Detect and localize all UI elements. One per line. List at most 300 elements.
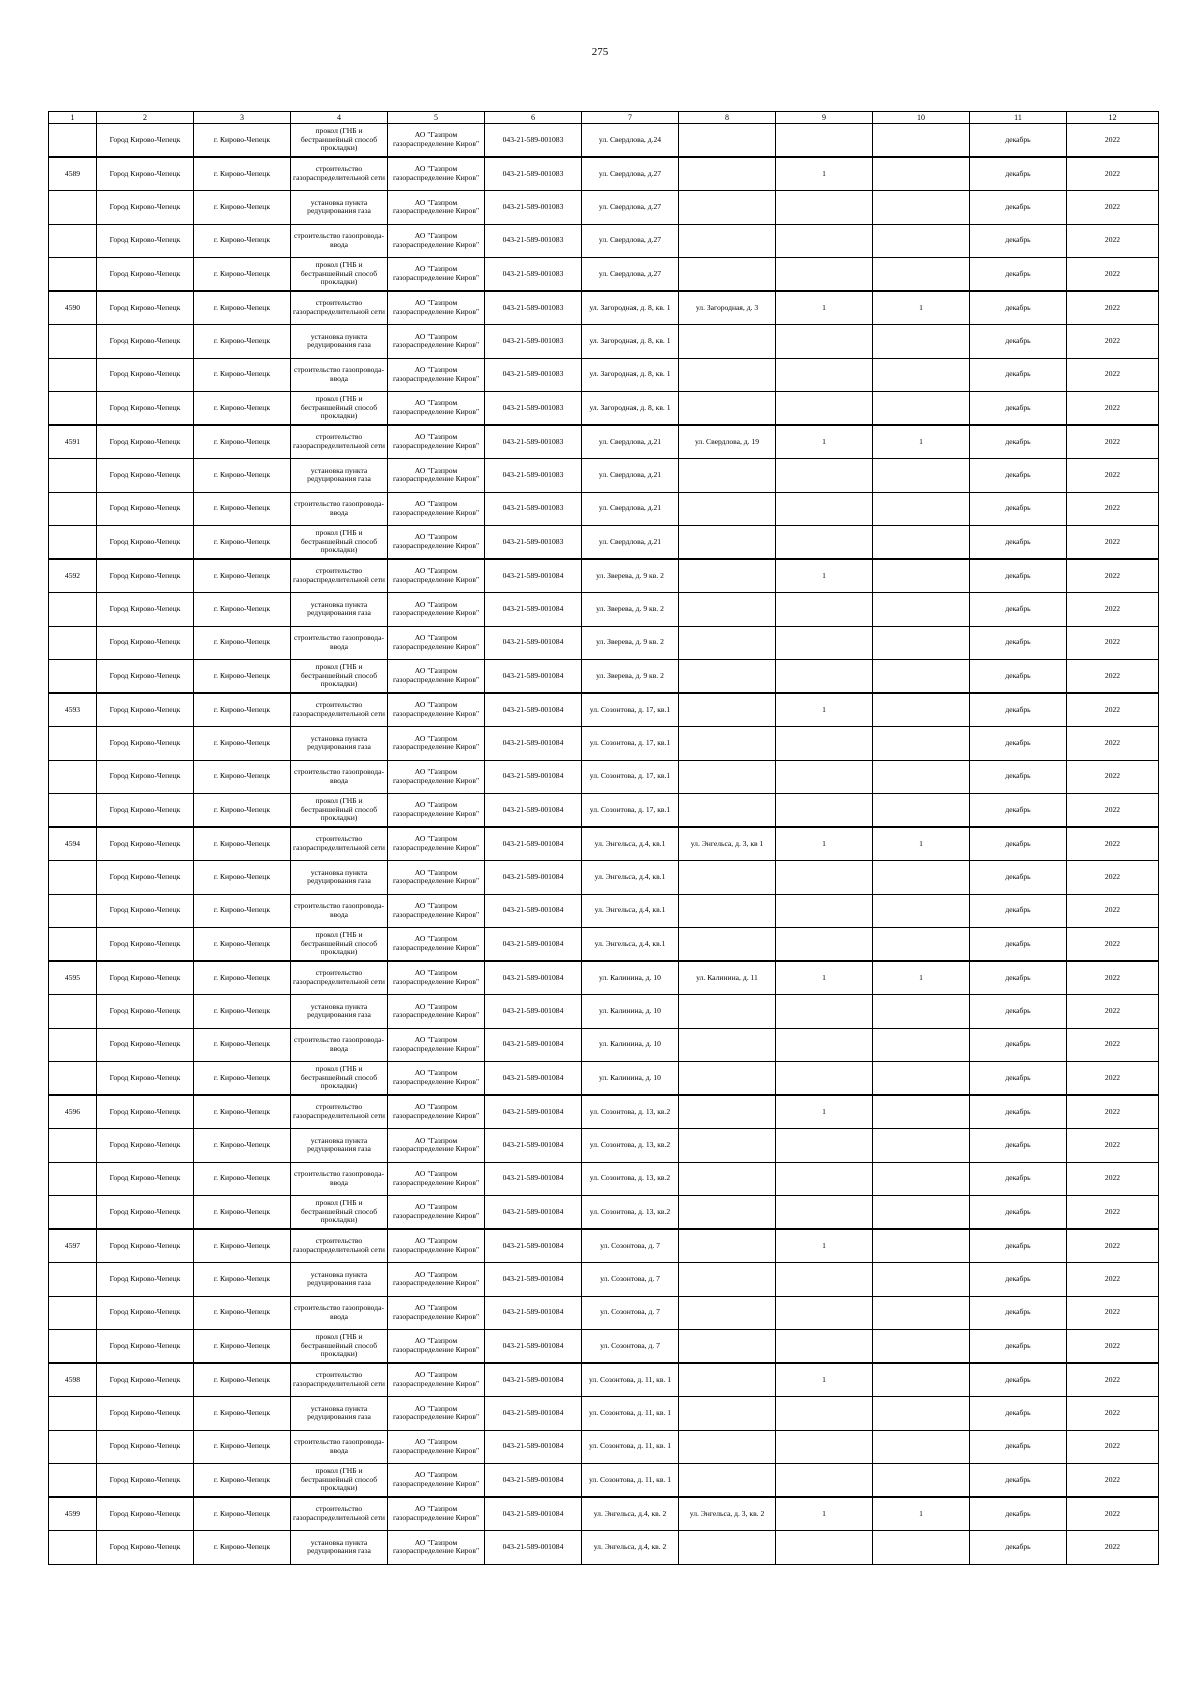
table-cell: 043-21-589-001084 bbox=[485, 1263, 582, 1297]
table-cell: г. Кирово-Чепецк bbox=[194, 626, 291, 660]
table-cell bbox=[49, 1263, 97, 1297]
table-cell: г. Кирово-Чепецк bbox=[194, 961, 291, 995]
table-cell bbox=[873, 626, 970, 660]
table-cell: ул. Созонтова, д. 7 bbox=[582, 1229, 679, 1263]
table-cell bbox=[776, 1263, 873, 1297]
table-cell: установка пункта редуцирования газа bbox=[291, 191, 388, 225]
table-cell: Город Кирово-Чепецк bbox=[97, 760, 194, 794]
table-cell bbox=[873, 1196, 970, 1230]
table-cell bbox=[873, 258, 970, 292]
table-cell bbox=[776, 492, 873, 526]
table-cell: АО "Газпром газораспределение Киров" bbox=[388, 827, 485, 861]
table-row bbox=[49, 727, 1159, 761]
table-cell: Город Кирово-Чепецк bbox=[97, 961, 194, 995]
table-cell: 043-21-589-001084 bbox=[485, 827, 582, 861]
table-cell: 2022 bbox=[1067, 425, 1159, 459]
table-cell: установка пункта редуцирования газа bbox=[291, 1397, 388, 1431]
table-cell bbox=[679, 693, 776, 727]
table-cell: 1 bbox=[873, 425, 970, 459]
table-cell: АО "Газпром газораспределение Киров" bbox=[388, 1196, 485, 1230]
table-row bbox=[49, 794, 1159, 828]
table-cell: АО "Газпром газораспределение Киров" bbox=[388, 660, 485, 694]
table-cell: ул. Свердлова, д.27 bbox=[582, 157, 679, 191]
table-cell: 043-21-589-001083 bbox=[485, 157, 582, 191]
table-cell: установка пункта редуцирования газа bbox=[291, 325, 388, 359]
column-header: 5 bbox=[388, 112, 485, 124]
table-cell: АО "Газпром газораспределение Киров" bbox=[388, 1363, 485, 1397]
table-cell: декабрь bbox=[970, 961, 1067, 995]
table-cell: АО "Газпром газораспределение Киров" bbox=[388, 928, 485, 962]
table-cell: ул. Энгельса, д. 3, кв. 2 bbox=[679, 1497, 776, 1531]
table-cell bbox=[49, 492, 97, 526]
table-cell: декабрь bbox=[970, 928, 1067, 962]
table-cell bbox=[873, 1464, 970, 1498]
table-cell: прокол (ГНБ и бестраншейный способ прокладки) bbox=[291, 258, 388, 292]
table-cell: г. Кирово-Чепецк bbox=[194, 1028, 291, 1062]
table-cell bbox=[873, 325, 970, 359]
table-cell bbox=[49, 1129, 97, 1163]
table-cell: 2022 bbox=[1067, 1196, 1159, 1230]
table-cell: 4595 bbox=[49, 961, 97, 995]
table-cell bbox=[49, 727, 97, 761]
table-cell bbox=[873, 593, 970, 627]
table-cell bbox=[873, 1229, 970, 1263]
table-row bbox=[49, 124, 1159, 158]
table-cell: АО "Газпром газораспределение Киров" bbox=[388, 425, 485, 459]
table-cell bbox=[679, 392, 776, 426]
table-cell: г. Кирово-Чепецк bbox=[194, 191, 291, 225]
table-cell bbox=[49, 894, 97, 928]
table-cell bbox=[49, 1464, 97, 1498]
table-cell: прокол (ГНБ и бестраншейный способ прокладки) bbox=[291, 660, 388, 694]
table-cell bbox=[873, 1028, 970, 1062]
table-cell: АО "Газпром газораспределение Киров" bbox=[388, 995, 485, 1029]
table-cell: 043-21-589-001084 bbox=[485, 1028, 582, 1062]
table-cell bbox=[776, 258, 873, 292]
table-cell: АО "Газпром газораспределение Киров" bbox=[388, 1095, 485, 1129]
column-header: 11 bbox=[970, 112, 1067, 124]
table-cell: АО "Газпром газораспределение Киров" bbox=[388, 693, 485, 727]
table-cell: 1 bbox=[776, 425, 873, 459]
table-cell: Город Кирово-Чепецк bbox=[97, 191, 194, 225]
table-cell: Город Кирово-Чепецк bbox=[97, 1129, 194, 1163]
table-cell: Город Кирово-Чепецк bbox=[97, 157, 194, 191]
table-cell bbox=[873, 760, 970, 794]
table-cell: г. Кирово-Чепецк bbox=[194, 1196, 291, 1230]
table-cell bbox=[776, 124, 873, 158]
table-cell: декабрь bbox=[970, 559, 1067, 593]
table-cell: г. Кирово-Чепецк bbox=[194, 325, 291, 359]
table-cell bbox=[49, 1531, 97, 1565]
table-cell: 4599 bbox=[49, 1497, 97, 1531]
table-cell: 043-21-589-001084 bbox=[485, 626, 582, 660]
table-cell: г. Кирово-Чепецк bbox=[194, 1330, 291, 1364]
table-cell bbox=[679, 258, 776, 292]
table-cell: ул. Энгельса, д.4, кв. 2 bbox=[582, 1531, 679, 1565]
table-cell bbox=[776, 928, 873, 962]
table-cell: 043-21-589-001083 bbox=[485, 325, 582, 359]
table-cell: 2022 bbox=[1067, 1430, 1159, 1464]
table-cell: 2022 bbox=[1067, 1397, 1159, 1431]
table-cell: Город Кирово-Чепецк bbox=[97, 593, 194, 627]
table-cell: Город Кирово-Чепецк bbox=[97, 325, 194, 359]
table-cell: декабрь bbox=[970, 157, 1067, 191]
table-cell: АО "Газпром газораспределение Киров" bbox=[388, 1062, 485, 1096]
table-row bbox=[49, 157, 1159, 191]
table-cell bbox=[679, 1028, 776, 1062]
table-cell: декабрь bbox=[970, 894, 1067, 928]
table-cell: декабрь bbox=[970, 660, 1067, 694]
table-cell: АО "Газпром газораспределение Киров" bbox=[388, 1330, 485, 1364]
table-cell: 2022 bbox=[1067, 358, 1159, 392]
table-cell: 1 bbox=[776, 157, 873, 191]
table-cell: 4589 bbox=[49, 157, 97, 191]
table-cell: 043-21-589-001083 bbox=[485, 124, 582, 158]
table-cell bbox=[776, 1397, 873, 1431]
table-cell: Город Кирово-Чепецк bbox=[97, 727, 194, 761]
table-row bbox=[49, 593, 1159, 627]
table-cell bbox=[776, 1531, 873, 1565]
table-cell: 043-21-589-001084 bbox=[485, 1196, 582, 1230]
column-header: 3 bbox=[194, 112, 291, 124]
table-cell bbox=[679, 1397, 776, 1431]
table-cell bbox=[776, 593, 873, 627]
table-cell: декабрь bbox=[970, 1196, 1067, 1230]
table-cell bbox=[873, 1531, 970, 1565]
table-cell: Город Кирово-Чепецк bbox=[97, 626, 194, 660]
table-cell bbox=[679, 1296, 776, 1330]
data-table bbox=[48, 111, 1159, 1565]
table-cell bbox=[873, 224, 970, 258]
table-cell: 043-21-589-001083 bbox=[485, 459, 582, 493]
table-cell: установка пункта редуцирования газа bbox=[291, 1263, 388, 1297]
table-cell: 2022 bbox=[1067, 995, 1159, 1029]
table-cell bbox=[873, 526, 970, 560]
table-cell bbox=[679, 358, 776, 392]
table-cell: 2022 bbox=[1067, 928, 1159, 962]
table-cell: ул. Созонтова, д. 7 bbox=[582, 1296, 679, 1330]
table-cell: строительство газораспределительной сети bbox=[291, 291, 388, 325]
table-cell bbox=[679, 995, 776, 1029]
table-cell bbox=[49, 1430, 97, 1464]
table-cell: г. Кирово-Чепецк bbox=[194, 693, 291, 727]
table-cell: АО "Газпром газораспределение Киров" bbox=[388, 961, 485, 995]
page-number: 275 bbox=[591, 46, 609, 58]
table-cell: декабрь bbox=[970, 459, 1067, 493]
table-cell: прокол (ГНБ и бестраншейный способ прокладки) bbox=[291, 1196, 388, 1230]
column-header: 2 bbox=[97, 112, 194, 124]
table-cell bbox=[49, 928, 97, 962]
table-cell: 4592 bbox=[49, 559, 97, 593]
table-row bbox=[49, 760, 1159, 794]
table-cell: Город Кирово-Чепецк bbox=[97, 1296, 194, 1330]
table-row bbox=[49, 894, 1159, 928]
table-cell: 043-21-589-001084 bbox=[485, 1464, 582, 1498]
table-cell bbox=[776, 358, 873, 392]
table-cell: г. Кирово-Чепецк bbox=[194, 1397, 291, 1431]
table-cell bbox=[776, 1430, 873, 1464]
column-header: 10 bbox=[873, 112, 970, 124]
table-cell bbox=[873, 995, 970, 1029]
table-row bbox=[49, 1296, 1159, 1330]
table-cell bbox=[776, 459, 873, 493]
table-cell: ул. Свердлова, д.21 bbox=[582, 459, 679, 493]
table-cell bbox=[873, 459, 970, 493]
table-cell: прокол (ГНБ и бестраншейный способ прокладки) bbox=[291, 1062, 388, 1096]
table-cell bbox=[49, 995, 97, 1029]
table-cell bbox=[873, 358, 970, 392]
table-cell: декабрь bbox=[970, 526, 1067, 560]
table-row bbox=[49, 291, 1159, 325]
table-cell bbox=[776, 1464, 873, 1498]
table-cell: г. Кирово-Чепецк bbox=[194, 291, 291, 325]
table-cell: строительство газораспределительной сети bbox=[291, 425, 388, 459]
table-cell: г. Кирово-Чепецк bbox=[194, 995, 291, 1029]
table-cell: Город Кирово-Чепецк bbox=[97, 894, 194, 928]
table-cell bbox=[873, 1296, 970, 1330]
table-cell bbox=[873, 492, 970, 526]
table-cell: Город Кирово-Чепецк bbox=[97, 224, 194, 258]
table-cell bbox=[776, 1162, 873, 1196]
table-cell bbox=[49, 794, 97, 828]
table-cell: 2022 bbox=[1067, 559, 1159, 593]
table-cell: строительство газопровода-ввода bbox=[291, 1028, 388, 1062]
table-cell: г. Кирово-Чепецк bbox=[194, 526, 291, 560]
table-cell: 2022 bbox=[1067, 1330, 1159, 1364]
table-cell: ул. Свердлова, д.27 bbox=[582, 224, 679, 258]
table-cell: декабрь bbox=[970, 593, 1067, 627]
table-cell bbox=[679, 1095, 776, 1129]
table-cell: ул. Загородная, д. 8, кв. 1 bbox=[582, 392, 679, 426]
table-cell: Город Кирово-Чепецк bbox=[97, 1095, 194, 1129]
table-cell bbox=[776, 1196, 873, 1230]
table-cell: ул. Энгельса, д.4, кв.1 bbox=[582, 861, 679, 895]
table-cell: декабрь bbox=[970, 392, 1067, 426]
table-cell: Город Кирово-Чепецк bbox=[97, 492, 194, 526]
table-cell: АО "Газпром газораспределение Киров" bbox=[388, 392, 485, 426]
table-cell: 2022 bbox=[1067, 894, 1159, 928]
table-cell: г. Кирово-Чепецк bbox=[194, 157, 291, 191]
table-cell bbox=[49, 358, 97, 392]
table-cell: 4593 bbox=[49, 693, 97, 727]
table-cell bbox=[679, 1162, 776, 1196]
table-cell: Город Кирово-Чепецк bbox=[97, 1196, 194, 1230]
table-cell: ул. Свердлова, д.27 bbox=[582, 191, 679, 225]
table-cell: декабрь bbox=[970, 224, 1067, 258]
table-cell: ул. Энгельса, д.4, кв.1 bbox=[582, 928, 679, 962]
table-cell bbox=[873, 1129, 970, 1163]
table-cell: строительство газораспределительной сети bbox=[291, 1229, 388, 1263]
table-cell bbox=[679, 760, 776, 794]
table-cell: 043-21-589-001083 bbox=[485, 492, 582, 526]
table-cell: ул. Загородная, д. 3 bbox=[679, 291, 776, 325]
table-cell: декабрь bbox=[970, 1062, 1067, 1096]
table-cell: 043-21-589-001084 bbox=[485, 961, 582, 995]
table-cell bbox=[679, 1129, 776, 1163]
table-cell: 043-21-589-001083 bbox=[485, 258, 582, 292]
table-cell bbox=[776, 995, 873, 1029]
table-cell bbox=[679, 191, 776, 225]
table-cell: 043-21-589-001084 bbox=[485, 1062, 582, 1096]
table-cell: ул. Энгельса, д. 3, кв 1 bbox=[679, 827, 776, 861]
table-cell: прокол (ГНБ и бестраншейный способ прокладки) bbox=[291, 928, 388, 962]
table-cell: ул. Калинина, д. 11 bbox=[679, 961, 776, 995]
table-cell bbox=[49, 459, 97, 493]
table-cell: Город Кирово-Чепецк bbox=[97, 425, 194, 459]
table-cell bbox=[776, 325, 873, 359]
table-cell: Город Кирово-Чепецк bbox=[97, 693, 194, 727]
header-row bbox=[49, 112, 1159, 124]
table-cell bbox=[776, 1296, 873, 1330]
table-row bbox=[49, 1028, 1159, 1062]
table-cell: декабрь bbox=[970, 1363, 1067, 1397]
table-cell: прокол (ГНБ и бестраншейный способ прокладки) bbox=[291, 1464, 388, 1498]
table-cell: АО "Газпром газораспределение Киров" bbox=[388, 1397, 485, 1431]
table-cell bbox=[873, 1162, 970, 1196]
table-cell: Город Кирово-Чепецк bbox=[97, 358, 194, 392]
table-cell: 043-21-589-001084 bbox=[485, 861, 582, 895]
table-cell bbox=[873, 1263, 970, 1297]
table-cell bbox=[49, 258, 97, 292]
table-cell: АО "Газпром газораспределение Киров" bbox=[388, 861, 485, 895]
table-cell: декабрь bbox=[970, 1095, 1067, 1129]
table-cell: 043-21-589-001084 bbox=[485, 1095, 582, 1129]
table-cell: АО "Газпром газораспределение Киров" bbox=[388, 1129, 485, 1163]
table-cell: 043-21-589-001084 bbox=[485, 1363, 582, 1397]
table-cell: 1 bbox=[776, 1363, 873, 1397]
table-cell: г. Кирово-Чепецк bbox=[194, 1497, 291, 1531]
table-cell: декабрь bbox=[970, 760, 1067, 794]
table-cell: 2022 bbox=[1067, 626, 1159, 660]
table-cell bbox=[679, 492, 776, 526]
table-cell: ул. Зверева, д. 9 кв. 2 bbox=[582, 559, 679, 593]
table-cell: декабрь bbox=[970, 1330, 1067, 1364]
table-cell bbox=[679, 1196, 776, 1230]
table-cell: АО "Газпром газораспределение Киров" bbox=[388, 626, 485, 660]
table-cell bbox=[679, 325, 776, 359]
table-cell bbox=[49, 593, 97, 627]
table-cell bbox=[873, 1397, 970, 1431]
table-cell: 2022 bbox=[1067, 1464, 1159, 1498]
table-cell bbox=[679, 1330, 776, 1364]
table-cell: декабрь bbox=[970, 124, 1067, 158]
table-cell: 2022 bbox=[1067, 1095, 1159, 1129]
table-cell bbox=[873, 191, 970, 225]
table-cell: 043-21-589-001083 bbox=[485, 425, 582, 459]
table-cell: 2022 bbox=[1067, 961, 1159, 995]
table-cell: декабрь bbox=[970, 1129, 1067, 1163]
table-cell: 2022 bbox=[1067, 224, 1159, 258]
table-cell: 043-21-589-001084 bbox=[485, 928, 582, 962]
table-cell: декабрь bbox=[970, 1397, 1067, 1431]
table-cell: 043-21-589-001084 bbox=[485, 1296, 582, 1330]
table-cell: 2022 bbox=[1067, 1129, 1159, 1163]
table-cell: декабрь bbox=[970, 325, 1067, 359]
table-cell: ул. Свердлова, д.27 bbox=[582, 258, 679, 292]
table-cell: 2022 bbox=[1067, 392, 1159, 426]
table-cell: г. Кирово-Чепецк bbox=[194, 827, 291, 861]
table-cell: 043-21-589-001084 bbox=[485, 760, 582, 794]
table-cell: 043-21-589-001084 bbox=[485, 727, 582, 761]
table-cell: Город Кирово-Чепецк bbox=[97, 794, 194, 828]
table-row bbox=[49, 325, 1159, 359]
table-cell bbox=[679, 861, 776, 895]
table-cell: АО "Газпром газораспределение Киров" bbox=[388, 157, 485, 191]
table-cell: АО "Газпром газораспределение Киров" bbox=[388, 358, 485, 392]
table-cell: строительство газораспределительной сети bbox=[291, 961, 388, 995]
table-cell: установка пункта редуцирования газа bbox=[291, 1129, 388, 1163]
table-cell: г. Кирово-Чепецк bbox=[194, 559, 291, 593]
table-cell: ул. Свердлова, д. 19 bbox=[679, 425, 776, 459]
table-cell: АО "Газпром газораспределение Киров" bbox=[388, 325, 485, 359]
table-cell: Город Кирово-Чепецк bbox=[97, 1330, 194, 1364]
table-cell bbox=[49, 1062, 97, 1096]
table-cell: строительство газопровода-ввода bbox=[291, 224, 388, 258]
table-row bbox=[49, 492, 1159, 526]
table-cell: 4590 bbox=[49, 291, 97, 325]
table-cell: Город Кирово-Чепецк bbox=[97, 526, 194, 560]
table-row bbox=[49, 861, 1159, 895]
table-cell bbox=[776, 626, 873, 660]
table-cell: декабрь bbox=[970, 1229, 1067, 1263]
table-cell: г. Кирово-Чепецк bbox=[194, 894, 291, 928]
table-cell: Город Кирово-Чепецк bbox=[97, 1430, 194, 1464]
table-cell: строительство газораспределительной сети bbox=[291, 1497, 388, 1531]
table-cell: г. Кирово-Чепецк bbox=[194, 459, 291, 493]
table-cell: Город Кирово-Чепецк bbox=[97, 124, 194, 158]
table-cell: декабрь bbox=[970, 191, 1067, 225]
table-cell: строительство газопровода-ввода bbox=[291, 760, 388, 794]
table-cell bbox=[49, 1162, 97, 1196]
table-cell: АО "Газпром газораспределение Киров" bbox=[388, 1028, 485, 1062]
table-cell bbox=[679, 157, 776, 191]
table-cell: 1 bbox=[873, 961, 970, 995]
table-cell bbox=[873, 693, 970, 727]
table-cell: ул. Калинина, д. 10 bbox=[582, 1028, 679, 1062]
table-cell bbox=[776, 794, 873, 828]
table-cell bbox=[776, 727, 873, 761]
table-cell: строительство газораспределительной сети bbox=[291, 1363, 388, 1397]
table-cell: 1 bbox=[873, 827, 970, 861]
table-cell: ул. Энгельса, д.4, кв.1 bbox=[582, 894, 679, 928]
table-cell bbox=[873, 1363, 970, 1397]
table-row bbox=[49, 1263, 1159, 1297]
table-cell bbox=[49, 626, 97, 660]
table-cell: ул. Созонтова, д. 13, кв.2 bbox=[582, 1162, 679, 1196]
table-cell: декабрь bbox=[970, 1028, 1067, 1062]
table-cell: 043-21-589-001084 bbox=[485, 894, 582, 928]
table-cell bbox=[873, 559, 970, 593]
table-cell: 4597 bbox=[49, 1229, 97, 1263]
table-cell: 043-21-589-001084 bbox=[485, 660, 582, 694]
table-cell: г. Кирово-Чепецк bbox=[194, 1464, 291, 1498]
table-cell: 1 bbox=[776, 693, 873, 727]
table-row bbox=[49, 258, 1159, 292]
table-cell: ул. Зверева, д. 9 кв. 2 bbox=[582, 593, 679, 627]
table-cell: ул. Созонтова, д. 11, кв. 1 bbox=[582, 1397, 679, 1431]
table-cell: 2022 bbox=[1067, 492, 1159, 526]
table-cell bbox=[679, 224, 776, 258]
table-cell bbox=[679, 1062, 776, 1096]
table-cell: г. Кирово-Чепецк bbox=[194, 1363, 291, 1397]
table-cell bbox=[679, 928, 776, 962]
table-cell: АО "Газпром газораспределение Киров" bbox=[388, 1430, 485, 1464]
table-cell: Город Кирово-Чепецк bbox=[97, 1263, 194, 1297]
table-cell: АО "Газпром газораспределение Киров" bbox=[388, 593, 485, 627]
table-header bbox=[49, 112, 1159, 124]
table-cell bbox=[679, 1263, 776, 1297]
table-cell: 4594 bbox=[49, 827, 97, 861]
